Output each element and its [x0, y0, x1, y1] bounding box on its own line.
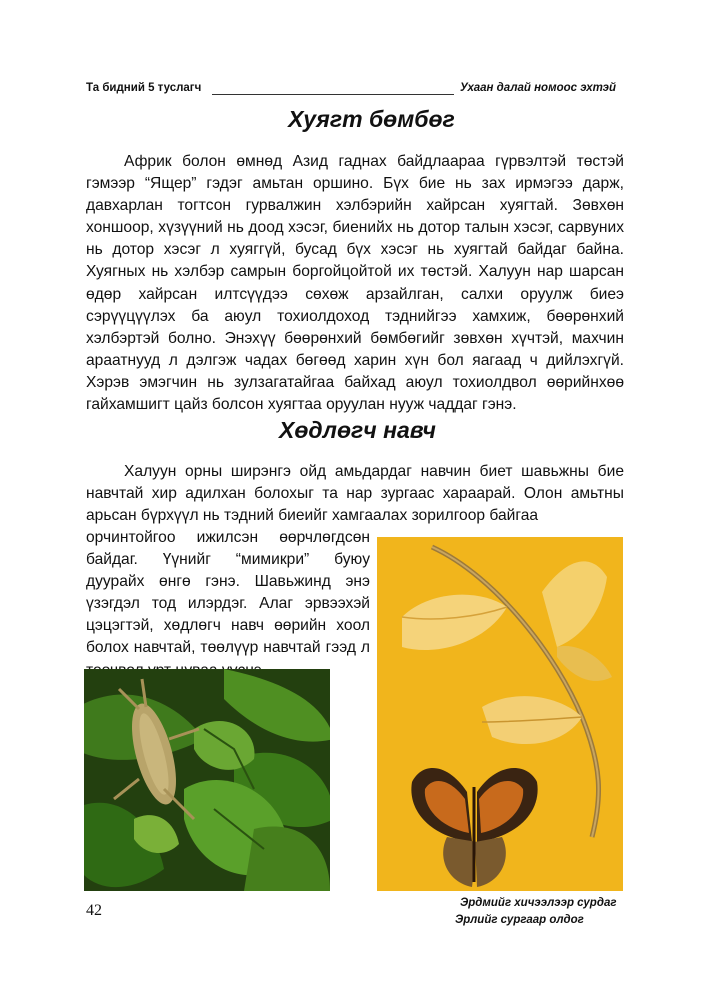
running-header-left: Та бидний 5 туслагч: [86, 82, 202, 94]
walking-leaf-photo: [84, 669, 330, 891]
proverb-line-1: Эрдмийг хичээлээр сурдаг: [460, 897, 617, 909]
section-paragraph-armored-ball: Африк болон өмнөд Азид гаднах байдлаараа гүрвэлтэй төстэй гэмээр “Ящер” гэдэг амьтан оршино. Бүх бие нь зах ирмэгээ дарж, давхарлан тогтсон гурвалжин хэлбэрийн хайрсан хуягтай. Зөвхөн хоншоор, хүзүүний нь доод хэсэг, биенийх нь дотор талын хэсэг, сарвуних нь дотор хэсэг л хуяггүй, бусад бүх хэсэг нь хуягтай байдаг байна. Хуягных нь хэлбэр самрын боргойцойтой их төстэй. Халуун нар шарсан өдөр хайрсан илтсүүдээ сөхөж арзайлган, салхи оруулж биеэ сэрүүцүүлэх ба аюул тохиолдоход тэднийгээ хамхиж, бөөрөнхий хэлбэртэй болно. Энэхүү бөөрөнхий бөмбөгийг зөвхөн хүчтэй, махчин араатнууд л дэлгэж чадах бөгөөд харин хүн бол яагаад ч дийлэхгүй. Хэрэв эмэгчин нь зулзагатайгаа байхад аюул тохиолдвол өөрийнхөө гайхамшигт цайз болсон хуягтаа оруулан нууж чаддаг гэнэ.: [86, 153, 624, 414]
section-title-armored-ball: Хуягт бөмбөг: [288, 106, 455, 132]
running-header-right: Ухаан далай номоос эхтэй: [460, 82, 616, 94]
leaf-butterflies-photo: [377, 537, 623, 891]
section-title-moving-leaf: Хөдлөгч навч: [279, 417, 436, 443]
page-number: 42: [86, 902, 102, 919]
section-paragraph-moving-leaf: Халуун орны ширэнгэ ойд амьдардаг навчин биет шавьжны бие навчтай хир адилхан болохыг та нар зургаас хараарай. Олон амьтны арьсан бүрхүүл нь тэдний биеийг хамгаалах зорилгоор байгаа: [86, 463, 624, 525]
header-divider: [212, 94, 454, 95]
proverb-line-2: Эрлийг сургаар олдог: [455, 914, 584, 926]
section-paragraph-moving-leaf-continued: орчинтойгоо ижилсэн өөрчлөгдсөн байдаг. Үүнийг “мимикри” буюу дуурайх өнгө гэнэ. Шавьжинд энэ үзэгдэл тод илэрдэг. Алаг эрвээхэй цэцэгтэй, хөдлөгч навч өөрийн хоол болох навчтай, төөлүүр навчтай гээд л: [86, 529, 370, 657]
